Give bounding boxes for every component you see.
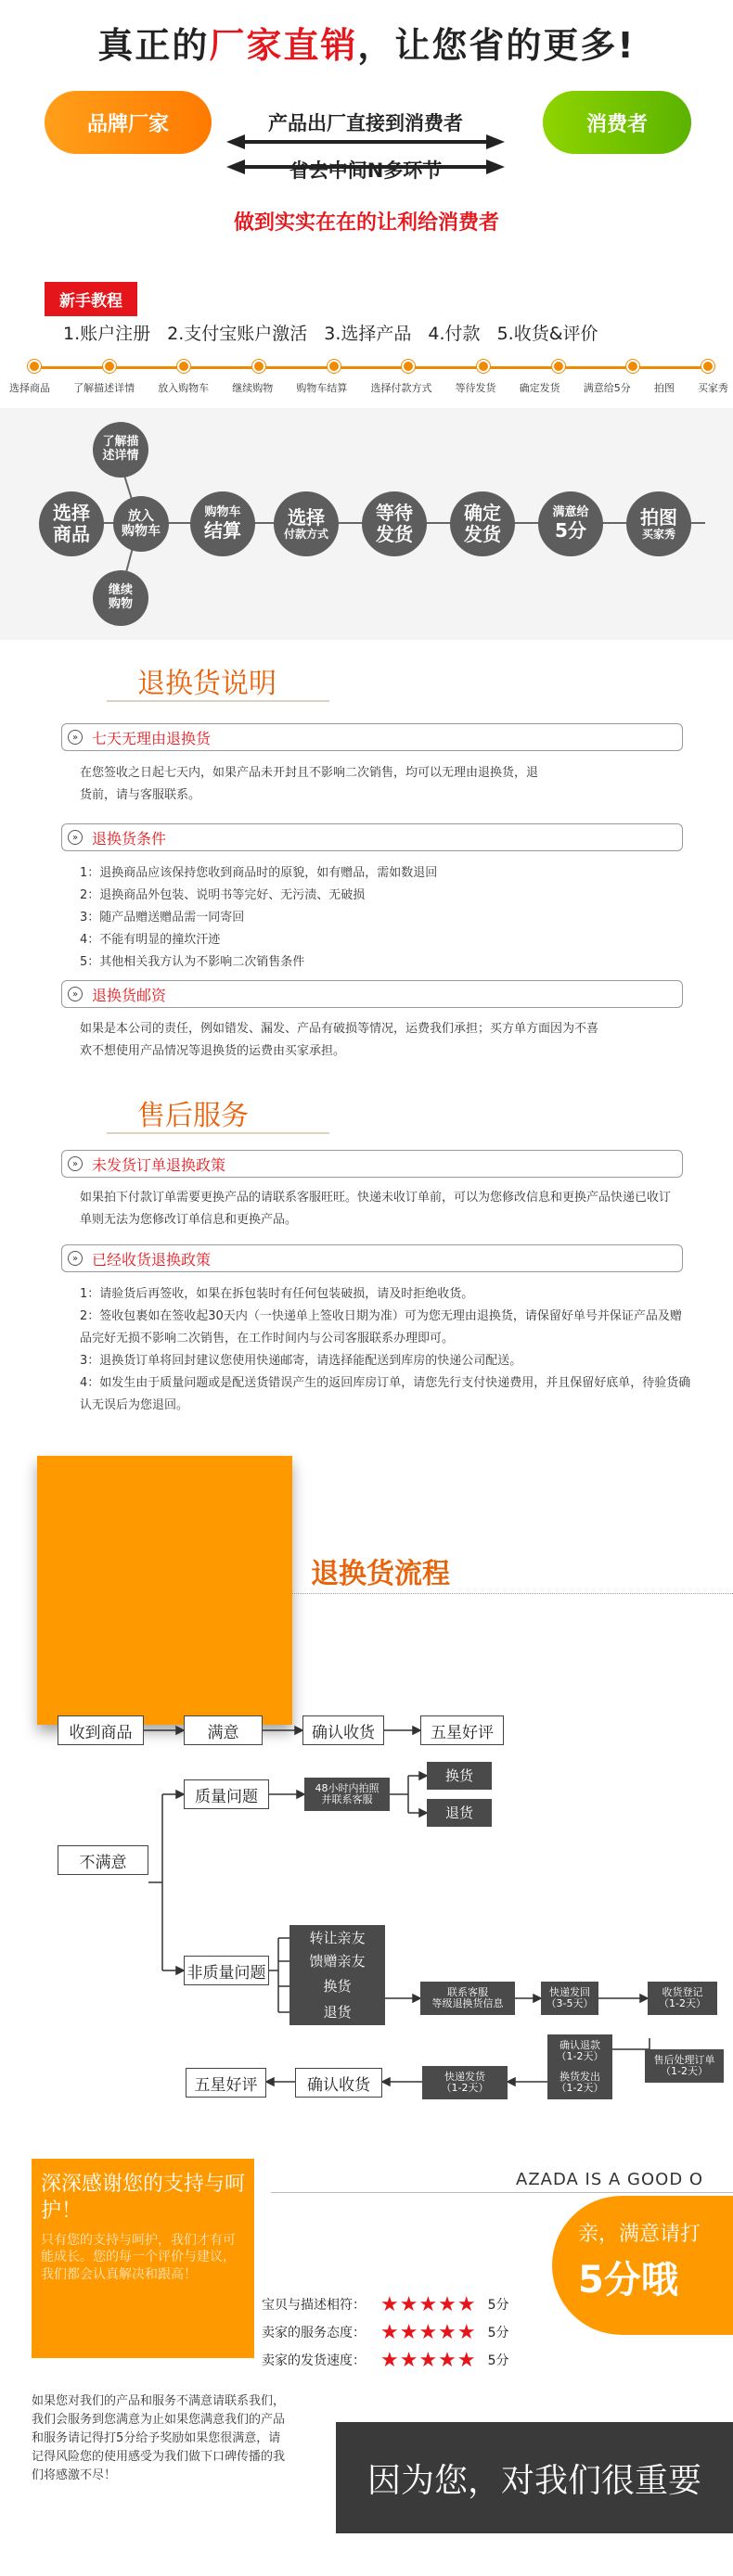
step-3: 3.选择产品 xyxy=(324,324,412,344)
thanks-footer-text: 如果您对我们的产品和服务不满意请联系我们，我们会服务到您满意为止如果您满意我们的产品和服务请记得打5分给予奖励如果您很满意，请记得风险您的使用感受为我们做下口碑传播的我们将感激不尽！ xyxy=(32,2394,286,2482)
hero-title-part1: 真正的 xyxy=(97,25,210,66)
condition-item: 1：退换商品应该保持您收到商品时的原貌，如有赠品，需如数退回 xyxy=(80,866,438,880)
circle-rate xyxy=(538,491,603,556)
consumer-pill xyxy=(543,91,691,154)
timeline-dot xyxy=(252,360,265,373)
timeline-label: 买家秀 xyxy=(697,382,728,394)
condition-item: 4：不能有明显的撞坎汗迹 xyxy=(80,933,221,947)
thanks-banner: 因为您，对我们很重要 xyxy=(336,2422,733,2533)
circle-select: 选择 商品 xyxy=(39,491,104,556)
aftersale-bar-unshipped xyxy=(61,1150,683,1178)
circle-confirm: 确定 发货 xyxy=(450,491,515,556)
brand-factory-label: 品牌厂家 xyxy=(86,112,169,136)
timeline-dot xyxy=(103,360,116,373)
thanks-card xyxy=(32,2159,254,2358)
chevron-down-icon: » xyxy=(68,1156,83,1171)
five-star-icon: ★★★★★ xyxy=(380,2348,477,2372)
returns-para-7day: 在您签收之日起七天内，如果产品未开封且不影响二次销售，均可以无理由退换货，退货前，请与客服联系。 xyxy=(80,766,539,802)
timeline-dot xyxy=(701,360,714,373)
circle-details: 了解描 述详情 xyxy=(93,422,148,478)
brand-factory-pill xyxy=(45,91,212,154)
photo-big: 拍图 xyxy=(640,505,677,529)
rating-score: 5分 xyxy=(487,2326,509,2340)
flow-title-divider xyxy=(292,1593,733,1594)
flow-bottom-confirm: 确认收货 xyxy=(295,2068,382,2098)
timeline-labels xyxy=(9,380,728,395)
timeline-dot xyxy=(328,360,341,373)
rate-small: 满意给 xyxy=(552,505,589,520)
timeline-dot xyxy=(552,360,565,373)
flow-nq-exchange: 换货 xyxy=(289,1973,385,1999)
timeline-dots xyxy=(28,360,714,376)
thanks-body: 只有您的支持与呵护，我们才有可能成长。您的每一个评价与建议，我们都会认真解决和跟高！ xyxy=(41,2233,236,2282)
step-4: 4.付款 xyxy=(428,324,481,344)
rating-row xyxy=(262,2318,540,2346)
chevron-down-icon: » xyxy=(68,830,83,845)
aftersale-para-unshipped: 如果拍下付款订单需要更换产品的请联系客服旺旺。快递未收订单前，可以为您修改信息和更换产品快递已收订单则无法为您修改订单信息和更换产品。 xyxy=(80,1191,672,1227)
rating-label: 卖家的服务态度： xyxy=(262,2326,366,2340)
aftersale-item: 1：请验货后再签收，如果在拆包装时有任何包装破损，请及时拒绝收货。 xyxy=(80,1287,474,1301)
timeline-label: 继续购物 xyxy=(232,382,274,394)
flow-gift-friend: 馈赠亲友 xyxy=(289,1948,385,1974)
aftersale-bar-unshipped-label: 未发货订单退换政策 xyxy=(92,1155,226,1174)
circle-checkout xyxy=(190,491,255,556)
aftersale-bar-received-label: 已经收货退换政策 xyxy=(92,1250,212,1269)
aftersale-item: 3：退换货订单将回封建议您使用快递邮寄，请选择能配送到库房的快递公司配送。 xyxy=(80,1354,522,1368)
tutorial-tag: 新手教程 xyxy=(45,282,137,316)
flow-quality-exchange: 换货 xyxy=(427,1762,492,1790)
five-star-icon: ★★★★★ xyxy=(380,2292,477,2316)
timeline-dot xyxy=(477,360,490,373)
hero-title xyxy=(0,17,733,68)
ratings-list xyxy=(262,2290,540,2374)
rating-row xyxy=(262,2346,540,2374)
returns-bar-conditions-label: 退换货条件 xyxy=(92,829,167,848)
returns-para-postage: 如果是本公司的责任，例如错发、漏发、产品有破损等情况，运费我们承担；买方单方面因为不喜欢不想使用产品情况等退换货的运费由买家承担。 xyxy=(80,1022,599,1058)
circle-pay xyxy=(274,491,339,556)
returns-title: 退换货说明 xyxy=(137,668,276,700)
timeline-label: 了解描述详情 xyxy=(73,382,135,394)
aftersale-title-underline xyxy=(107,1132,329,1134)
circle-wait: 等待 发货 xyxy=(362,491,427,556)
flow-exchange-ship: 换货发出 （1-2天） xyxy=(547,2066,612,2099)
condition-item: 3：随产品赠送赠品需一同寄回 xyxy=(80,911,245,925)
marquee-divider xyxy=(271,2192,733,2193)
timeline-label: 购物车结算 xyxy=(296,382,348,394)
rate-bubble-line2: 5分哦 xyxy=(578,2259,678,2302)
rating-label: 卖家的发货速度： xyxy=(262,2353,366,2368)
flow-nonquality: 非质量问题 xyxy=(184,1956,269,1985)
flow-five-star: 五星好评 xyxy=(420,1715,504,1745)
timeline-dot xyxy=(402,360,415,373)
five-star-icon: ★★★★★ xyxy=(380,2320,477,2344)
rate-bubble xyxy=(552,2196,733,2335)
chevron-down-icon: » xyxy=(68,987,83,1001)
mid-line-1: 产品出厂直接到消费者 xyxy=(268,112,463,134)
photo-small: 买家秀 xyxy=(641,527,675,541)
rate-big: 5分 xyxy=(555,518,586,542)
aftersale-bar-received xyxy=(61,1244,683,1272)
timeline-label: 放入购物车 xyxy=(158,382,210,394)
slogan: 做到实实在在的让利给消费者 xyxy=(233,211,499,235)
flow-quality-refund: 退货 xyxy=(427,1799,492,1827)
circle-photo xyxy=(626,491,691,556)
timeline-dot xyxy=(28,360,41,373)
brand-marquee: AZADA IS A GOOD O xyxy=(516,2170,704,2189)
thanks-title: 深深感谢您的支持与呵护！ xyxy=(41,2173,246,2223)
timeline-label: 等待发货 xyxy=(455,382,496,394)
aftersale-title: 售后服务 xyxy=(137,1100,249,1132)
returns-bar-postage-label: 退换货邮资 xyxy=(92,986,167,1004)
flow-bottom-five-star: 五星好评 xyxy=(186,2068,266,2098)
flow-after-process: 售后处理订单 （1-2天） xyxy=(645,2049,724,2083)
flow-quality-issue: 质量问题 xyxy=(184,1779,269,1809)
hero-title-part2: ，让您省的更多! xyxy=(357,25,636,66)
flow-confirm-refund: 确认退款 （1-2天） xyxy=(547,2034,612,2068)
tutorial-steps xyxy=(63,320,713,345)
timeline-label: 选择付款方式 xyxy=(370,382,432,394)
timeline-label: 拍图 xyxy=(653,382,675,394)
returns-bar-conditions xyxy=(61,823,683,851)
flow-transfer-friend: 转让亲友 xyxy=(289,1925,385,1951)
rating-label: 宝贝与描述相符： xyxy=(262,2298,366,2313)
condition-item: 2：退换商品外包装、说明书等完好、无污渍、无破损 xyxy=(80,888,366,902)
flow-received: 收到商品 xyxy=(58,1715,144,1745)
flow-service-note: 联系客服 等级退换货信息 xyxy=(420,1982,515,2015)
flow-satisfied: 满意 xyxy=(184,1715,263,1745)
returns-conditions-list xyxy=(80,862,683,974)
chevron-down-icon: » xyxy=(68,730,83,745)
hero-title-highlight: 厂家直销 xyxy=(209,25,358,66)
circle-continue: 继续 购物 xyxy=(93,570,148,626)
returns-title-underline xyxy=(107,700,329,702)
aftersale-list xyxy=(80,1283,692,1417)
condition-item: 5：其他相关我方认为不影响二次销售条件 xyxy=(80,955,305,969)
flow-nq-refund: 退货 xyxy=(289,1999,385,2025)
returns-bar-postage xyxy=(61,980,683,1008)
aftersale-item: 4：如发生由于质量问题或是配送货错误产生的返回库房订单，请您先行支付快递费用，并且保留好底单，待验货确认无误后为您退回。 xyxy=(80,1376,691,1412)
rating-score: 5分 xyxy=(487,2298,509,2313)
consumer-label: 消费者 xyxy=(585,112,648,136)
flow-title: 退换货流程 xyxy=(311,1558,450,1590)
flow-connectors xyxy=(0,1706,733,2114)
circle-cart: 放入 购物车 xyxy=(113,496,169,552)
flow-confirm: 确认收货 xyxy=(302,1715,384,1745)
step-5: 5.收货&评价 xyxy=(496,324,598,344)
step-1: 1.账户注册 xyxy=(63,324,151,344)
timeline-label: 满意给5分 xyxy=(583,382,631,394)
flow-unsatisfied: 不满意 xyxy=(58,1845,148,1875)
checkout-big: 结算 xyxy=(204,518,241,542)
aftersale-item: 2：签收包裹如在签收起30天内（一快递单上签收日期为准）可为您无理由退换货，请保留好单号并保证产品及赠品完好无损不影响二次销售，在工作时间内与公司客服联系办理即可。 xyxy=(80,1309,682,1345)
rate-bubble-line1: 亲，满意请打 xyxy=(578,2223,701,2246)
returns-bar-7day-label: 七天无理由退换货 xyxy=(92,729,212,747)
timeline-dot xyxy=(177,360,190,373)
orange-block xyxy=(37,1456,292,1725)
timeline-dot xyxy=(626,360,639,373)
flow-ship-back: 快递发回 （3-5天） xyxy=(541,1982,598,2015)
rating-score: 5分 xyxy=(487,2353,509,2368)
mid-line-2: 省去中间N多环节 xyxy=(289,159,443,182)
flow-quality-note: 48小时内拍照 并联系客服 xyxy=(304,1778,390,1811)
rating-row xyxy=(262,2290,540,2318)
pay-big: 选择 xyxy=(288,505,325,529)
chevron-down-icon: » xyxy=(68,1251,83,1266)
timeline-label: 确定发货 xyxy=(519,382,560,394)
timeline-label: 选择商品 xyxy=(9,382,50,394)
flow-receive-register: 收货登记 （1-2天） xyxy=(648,1982,717,2015)
step-2: 2.支付宝账户激活 xyxy=(167,324,308,344)
pay-small: 付款方式 xyxy=(283,527,328,541)
flow-express-ship: 快递发货 （1-2天） xyxy=(422,2066,508,2099)
returns-bar-7day xyxy=(61,723,683,751)
checkout-small: 购物车 xyxy=(204,505,241,520)
